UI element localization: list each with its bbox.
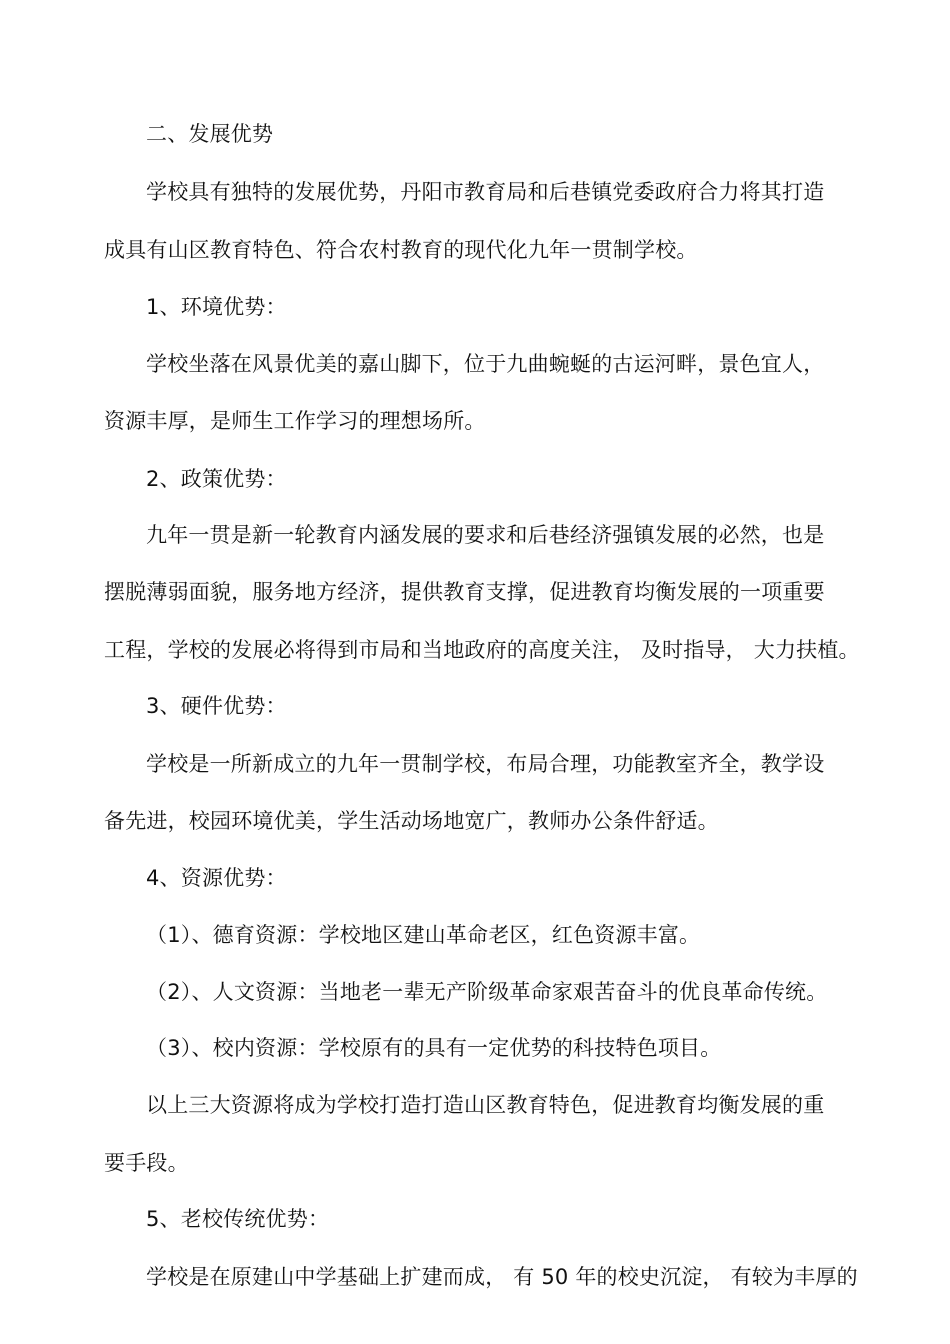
paragraph-line: 备先进，校园环境优美，学生活动场地宽广，教师办公条件舒适。 bbox=[104, 809, 719, 833]
paragraph-line: 成具有山区教育特色、符合农村教育的现代化九年一贯制学校。 bbox=[104, 238, 698, 262]
subsection-heading: 3、硬件优势： bbox=[146, 694, 287, 718]
paragraph-line: 以上三大资源将成为学校打造打造山区教育特色，促进教育均衡发展的重 bbox=[146, 1093, 825, 1117]
paragraph-line: 资源丰厚，是师生工作学习的理想场所。 bbox=[104, 409, 486, 433]
subsection-heading: 1、环境优势： bbox=[146, 295, 287, 319]
list-item: （1）、德育资源：学校地区建山革命老区，红色资源丰富。 bbox=[146, 923, 701, 947]
paragraph-line: 学校坐落在风景优美的嘉山脚下，位于九曲蜿蜒的古运河畔，景色宜人， bbox=[146, 352, 825, 376]
paragraph-line: 学校具有独特的发展优势，丹阳市教育局和后巷镇党委政府合力将其打造 bbox=[146, 180, 825, 204]
list-item: （2）、人文资源：当地老一辈无产阶级革命家艰苦奋斗的优良革命传统。 bbox=[146, 980, 828, 1004]
subsection-heading: 4、资源优势： bbox=[146, 866, 287, 890]
paragraph-line: 九年一贯是新一轮教育内涵发展的要求和后巷经济强镇发展的必然，也是 bbox=[146, 523, 825, 547]
paragraph-line: 要手段。 bbox=[104, 1151, 189, 1175]
paragraph-line: 学校是一所新成立的九年一贯制学校，布局合理，功能教室齐全，教学设 bbox=[146, 752, 825, 776]
list-item: （3）、校内资源：学校原有的具有一定优势的科技特色项目。 bbox=[146, 1036, 722, 1060]
subsection-heading: 5、老校传统优势： bbox=[146, 1207, 330, 1231]
paragraph-line: 学校是在原建山中学基础上扩建而成， 有 50 年的校史沉淀， 有较为丰厚的 bbox=[146, 1265, 858, 1289]
paragraph-line: 摆脱薄弱面貌，服务地方经济，提供教育支撑，促进教育均衡发展的一项重要 bbox=[104, 580, 825, 604]
paragraph-line: 工程，学校的发展必将得到市局和当地政府的高度关注， 及时指导， 大力扶植。 bbox=[104, 638, 860, 662]
subsection-heading: 2、政策优势： bbox=[146, 467, 287, 491]
section-heading: 二、发展优势 bbox=[146, 122, 274, 146]
